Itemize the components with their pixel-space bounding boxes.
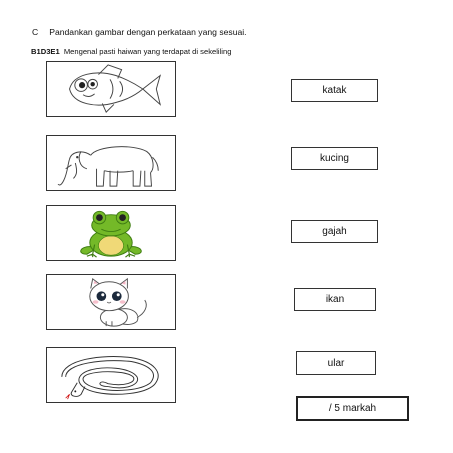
score-box <box>296 396 409 421</box>
word-label: kucing <box>320 153 349 164</box>
objective-text: Mengenal pasti haiwan yang terdapat di sekeliling <box>63 47 232 56</box>
elephant-icon <box>47 136 175 190</box>
picture-box-3[interactable] <box>46 205 176 261</box>
learning-objective <box>31 47 231 56</box>
kitten-icon <box>47 275 175 329</box>
picture-box-4[interactable] <box>46 274 176 330</box>
frog-icon <box>47 206 175 260</box>
word-box-gajah[interactable] <box>291 220 378 243</box>
word-label: gajah <box>322 226 347 237</box>
score-label: / 5 markah <box>328 403 377 414</box>
instruction-text: Pandankan gambar dengan perkataan yang sesuai. <box>49 27 247 37</box>
section-letter: C <box>32 27 39 37</box>
word-label: ular <box>327 357 345 369</box>
word-box-ular[interactable] <box>296 351 376 375</box>
word-box-ikan[interactable] <box>294 288 376 311</box>
word-box-kucing[interactable] <box>291 147 378 170</box>
word-box-katak[interactable] <box>291 79 378 102</box>
snake-icon <box>47 348 175 402</box>
word-label: ikan <box>325 294 345 305</box>
objective-code: B1D3E1 <box>31 47 60 56</box>
picture-box-1[interactable] <box>46 61 176 117</box>
instruction-line <box>32 27 247 37</box>
picture-box-5[interactable] <box>46 347 176 403</box>
fish-icon <box>47 62 175 116</box>
word-label: katak <box>322 85 347 96</box>
picture-box-2[interactable] <box>46 135 176 191</box>
